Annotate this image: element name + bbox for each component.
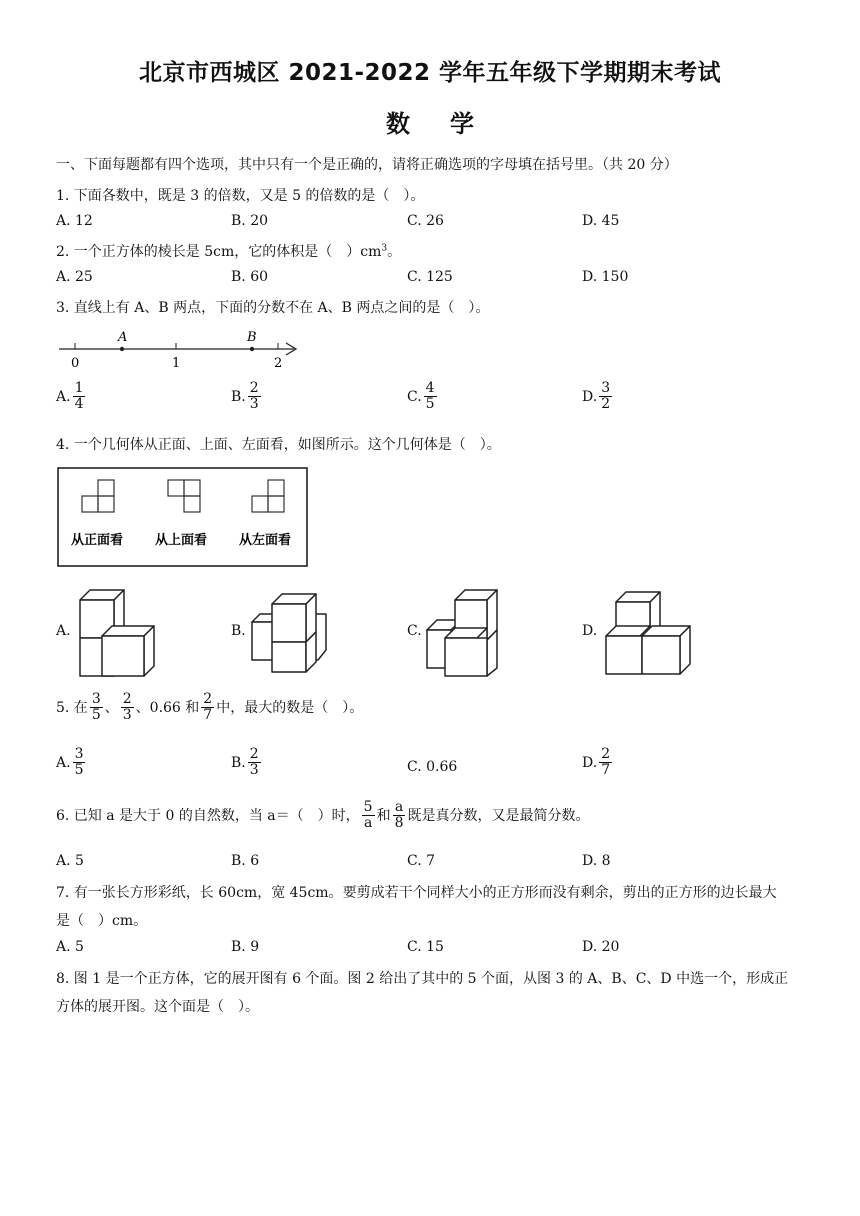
numerator: 1 (74, 380, 84, 396)
q4-option-b: B. (231, 623, 246, 639)
top-view-icon (168, 480, 200, 512)
exam-title: 北京市西城区 2021-2022 学年五年级下学期期末考试 (138, 60, 722, 86)
cube-solid-c (425, 588, 505, 680)
q6-stem-suffix: 既是真分数，又是最简分数。 (407, 807, 590, 824)
q2-option-a: A. 25 (56, 269, 93, 285)
denominator: 4 (74, 396, 84, 413)
option-letter: A. (56, 388, 71, 405)
option-letter: B. (231, 754, 246, 771)
denominator: 7 (203, 707, 213, 724)
fraction (599, 381, 612, 413)
q3-option-c (407, 381, 439, 413)
q2-option-c: C. 125 (407, 269, 453, 285)
denominator: 5 (74, 762, 84, 779)
front-view-icon (82, 480, 114, 512)
q1-option-d: D. 45 (582, 213, 620, 229)
q1-stem: 1. 下面各数中，既是 3 的倍数，又是 5 的倍数的是（ ）。 (56, 188, 425, 204)
q6-option-a: A. 5 (56, 853, 84, 869)
numerator: 4 (425, 380, 435, 396)
numerator: 3 (74, 746, 84, 762)
numerator: 5 (363, 799, 373, 815)
q3-option-d (582, 381, 614, 413)
numerator: a (394, 799, 404, 815)
q5-option-d (582, 747, 614, 779)
q6-option-c: C. 7 (407, 853, 436, 869)
tick-label-0: 0 (71, 356, 80, 371)
q5-stem-suffix: 中，最大的数是（ ）。 (216, 699, 364, 716)
numerator: 3 (601, 380, 611, 396)
cube-solid-d (604, 590, 694, 678)
fraction (248, 747, 261, 779)
fraction (73, 747, 86, 779)
conjunction: 和 (376, 807, 391, 824)
numerator: 2 (601, 746, 611, 762)
q7-option-c: C. 15 (407, 939, 444, 955)
option-letter: A. (56, 754, 71, 771)
point-a-label: A (118, 330, 128, 345)
q5-stem (56, 692, 363, 724)
cube-solid-a (78, 588, 160, 680)
tick-label-1: 1 (172, 356, 181, 371)
fraction (362, 800, 375, 832)
denominator: 5 (425, 396, 435, 413)
q6-stem (56, 800, 590, 832)
q4-option-d: D. (582, 623, 598, 639)
q5-option-c: C. 0.66 (407, 759, 458, 775)
three-views-figure (56, 466, 310, 570)
option-letter: D. (582, 388, 598, 405)
q8-stem-line1: 8. 图 1 是一个正方体，它的展开图有 6 个面。图 2 给出了其中的 5 个面，从图 3 的 A、B、C、D 中选一个，形成正 (56, 971, 789, 987)
denominator: 5 (91, 707, 101, 724)
q2-option-b: B. 60 (231, 269, 269, 285)
numerator: 2 (249, 746, 259, 762)
q3-option-b (231, 381, 263, 413)
q4-option-c: C. (407, 623, 422, 639)
number-line-figure (56, 328, 306, 374)
q3-option-a (56, 381, 87, 413)
q4-option-a: A. (56, 623, 71, 639)
denominator: 3 (122, 707, 132, 724)
view-label-left: 从左面看 (239, 533, 292, 548)
fraction (599, 747, 612, 779)
separator: 、0.66 和 (135, 699, 200, 716)
option-letter: D. (582, 754, 598, 771)
section-heading: 一、下面每题都有四个选项，其中只有一个是正确的，请将正确选项的字母填在括号里。（共 20 分） (56, 157, 678, 173)
view-label-front: 从正面看 (71, 533, 124, 548)
q6-option-d: D. 8 (582, 853, 611, 869)
fraction (121, 692, 134, 724)
q5-stem-prefix: 5. 在 (56, 699, 88, 716)
q1-option-a: A. 12 (56, 213, 93, 229)
tick-label-2: 2 (274, 356, 283, 371)
q2-unit-exponent: 3 (381, 243, 388, 254)
denominator: a (363, 815, 373, 832)
q4-stem: 4. 一个几何体从正面、上面、左面看，如图所示。这个几何体是（ ）。 (56, 437, 501, 453)
q1-option-b: B. 20 (231, 213, 269, 229)
q2-stem-text: 2. 一个正方体的棱长是 5cm，它的体积是（ ）cm (56, 244, 382, 260)
option-letter: C. (407, 388, 422, 405)
q7-stem-line2: 是（ ）cm。 (56, 913, 148, 929)
numerator: 2 (122, 691, 132, 707)
denominator: 2 (601, 396, 611, 413)
point-b (250, 347, 254, 351)
q3-stem: 3. 直线上有 A、B 两点，下面的分数不在 A、B 两点之间的是（ ）。 (56, 300, 490, 316)
separator: 、 (104, 699, 119, 716)
numerator: 2 (249, 380, 259, 396)
q7-option-d: D. 20 (582, 939, 620, 955)
point-b-label: B (247, 330, 257, 345)
view-label-top: 从上面看 (155, 533, 208, 548)
fraction (201, 692, 214, 724)
left-view-icon (252, 480, 284, 512)
fraction (393, 800, 406, 832)
denominator: 3 (249, 396, 259, 413)
cube-solid-b (250, 592, 330, 674)
q8-stem-line2: 方体的展开图。这个面是（ ）。 (56, 999, 259, 1015)
point-a (120, 347, 124, 351)
q5-option-b (231, 747, 263, 779)
q7-option-a: A. 5 (56, 939, 84, 955)
q6-option-b: B. 6 (231, 853, 260, 869)
numerator: 3 (91, 691, 101, 707)
numerator: 2 (203, 691, 213, 707)
q5-option-a (56, 747, 87, 779)
denominator: 3 (249, 762, 259, 779)
fraction (73, 381, 86, 413)
subject-title: 数学 (386, 110, 514, 138)
option-letter: B. (231, 388, 246, 405)
denominator: 8 (394, 815, 404, 832)
denominator: 7 (601, 762, 611, 779)
fraction (424, 381, 437, 413)
views-frame (58, 468, 307, 566)
fraction (90, 692, 103, 724)
q7-option-b: B. 9 (231, 939, 260, 955)
q7-stem-line1: 7. 有一张长方形彩纸，长 60cm，宽 45cm。要剪成若干个同样大小的正方形而没有剩余，剪出的正方形的边长最大 (56, 885, 777, 901)
fraction (248, 381, 261, 413)
q2-option-d: D. 150 (582, 269, 629, 285)
q2-stem-tail: 。 (387, 244, 402, 260)
q6-stem-prefix: 6. 已知 a 是大于 0 的自然数，当 a＝（ ）时， (56, 807, 360, 824)
q1-option-c: C. 26 (407, 213, 444, 229)
q2-stem (56, 241, 401, 261)
